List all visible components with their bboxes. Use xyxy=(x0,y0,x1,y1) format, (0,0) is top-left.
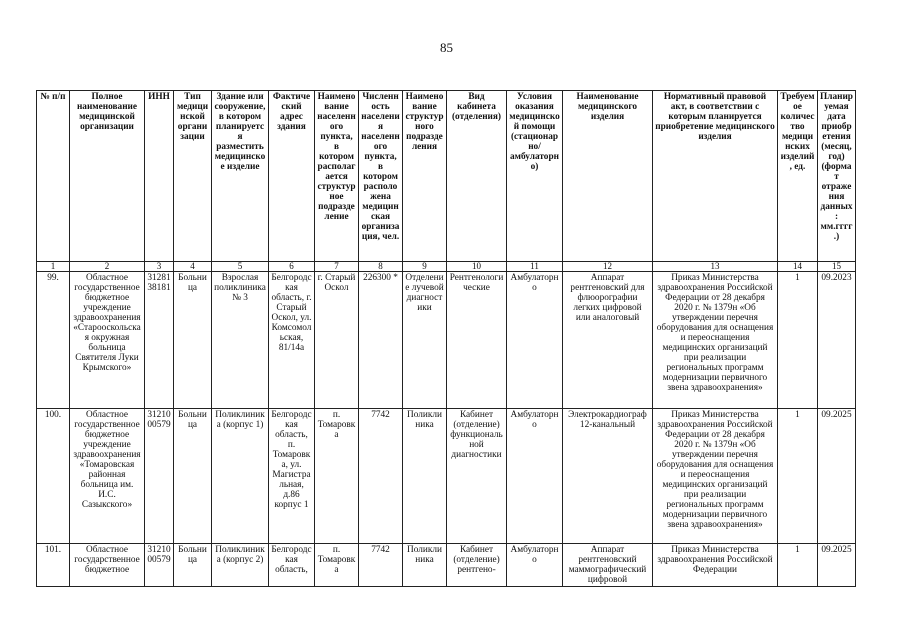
medical-device: Электрокардиограф 12-канальный xyxy=(563,409,653,544)
legal-act: Приказ Министерства здравоохранения Российской Федерации от 28 декабря 2020 г. № 1379н «Об утверждении перечня оборудования для оснащения и переоснащения медицинских организаций при реализации региональных программ модернизации первичного звена здравоохранения» xyxy=(653,272,778,409)
column-number: 14 xyxy=(778,262,818,272)
column-number: 7 xyxy=(315,262,359,272)
organization-name: Областное государственное бюджетное учреждение здравоохранения «Старооскольская окружная больница Святителя Луки Крымского» xyxy=(70,272,145,409)
header-cell: Планируемая дата приобретения (месяц, год) (формат отражения данных: мм.гггг.) xyxy=(818,91,856,262)
table-row xyxy=(37,544,856,587)
quantity: 1 xyxy=(778,544,818,587)
row-number: 100. xyxy=(37,409,70,544)
address: Белгородская область, г. Старый Оскол, ул. Комсомольская, 81/14а xyxy=(269,272,315,409)
settlement: г. Старый Оскол xyxy=(315,272,359,409)
population: 7742 xyxy=(359,544,403,587)
header-cell: ИНН xyxy=(145,91,174,262)
header-cell: Наименование населенного пункта, в котором располагается структурное подразделение xyxy=(315,91,359,262)
purchase-date: 09.2025 xyxy=(818,409,856,544)
header-cell: Фактический адрес здания xyxy=(269,91,315,262)
column-number: 3 xyxy=(145,262,174,272)
building: Поликлиника (корпус 1) xyxy=(212,409,269,544)
column-number: 15 xyxy=(818,262,856,272)
header-cell: Тип медицинской организации xyxy=(174,91,212,262)
organization-name: Областное государственное бюджетное xyxy=(70,544,145,587)
care-conditions: Амбулаторно xyxy=(507,272,563,409)
column-number: 5 xyxy=(212,262,269,272)
column-number: 10 xyxy=(447,262,507,272)
organization-name: Областное государственное бюджетное учреждение здравоохранения «Томаровская районная больница им. И.С. Сазыкского» xyxy=(70,409,145,544)
table-row xyxy=(37,272,856,409)
registry-table xyxy=(36,90,856,587)
column-number: 13 xyxy=(653,262,778,272)
cabinet-type: Рентгенологические xyxy=(447,272,507,409)
purchase-date: 09.2025 xyxy=(818,544,856,587)
header-row xyxy=(37,91,856,262)
address: Белгородская область, п. Томаровка, ул. Магистральная, д.86 корпус 1 xyxy=(269,409,315,544)
header-cell: Условия оказания медицинской помощи (стационарно/амбулаторно) xyxy=(507,91,563,262)
column-number: 8 xyxy=(359,262,403,272)
settlement: п. Томаровка xyxy=(315,409,359,544)
care-conditions: Амбулаторно xyxy=(507,409,563,544)
column-number-row xyxy=(37,262,856,272)
structural-unit: Поликлиника xyxy=(403,544,447,587)
table-row xyxy=(37,409,856,544)
care-conditions: Амбулаторно xyxy=(507,544,563,587)
organization-type: Больница xyxy=(174,544,212,587)
column-number: 1 xyxy=(37,262,70,272)
header-cell: Требуемое количество медицинских изделий, ед. xyxy=(778,91,818,262)
header-cell: № п/п xyxy=(37,91,70,262)
legal-act: Приказ Министерства здравоохранения Российской Федерации от 28 декабря 2020 г. № 1379н «Об утверждении перечня оборудования для оснащения и переоснащения медицинских организаций при реализации региональных программ модернизации первичного звена здравоохранения» xyxy=(653,409,778,544)
column-number: 9 xyxy=(403,262,447,272)
column-number: 11 xyxy=(507,262,563,272)
purchase-date: 09.2023 xyxy=(818,272,856,409)
column-number: 4 xyxy=(174,262,212,272)
structural-unit: Поликлиника xyxy=(403,409,447,544)
quantity: 1 xyxy=(778,272,818,409)
column-number: 2 xyxy=(70,262,145,272)
organization-type: Больница xyxy=(174,272,212,409)
header-cell: Вид кабинета (отделения) xyxy=(447,91,507,262)
inn: 3128138181 xyxy=(145,272,174,409)
quantity: 1 xyxy=(778,409,818,544)
medical-device: Аппарат рентгеновский для флюорографии легких цифровой или аналоговый xyxy=(563,272,653,409)
legal-act: Приказ Министерства здравоохранения Российской Федерации xyxy=(653,544,778,587)
cabinet-type: Кабинет (отделение) рентгено- xyxy=(447,544,507,587)
medical-device: Аппарат рентгеновский маммографический цифровой xyxy=(563,544,653,587)
header-cell: Здание или сооружение, в котором планируется разместить медицинское изделие xyxy=(212,91,269,262)
row-number: 101. xyxy=(37,544,70,587)
population: 226300 * xyxy=(359,272,403,409)
column-number: 12 xyxy=(563,262,653,272)
population: 7742 xyxy=(359,409,403,544)
address: Белгородская область, xyxy=(269,544,315,587)
row-number: 99. xyxy=(37,272,70,409)
column-number: 6 xyxy=(269,262,315,272)
page-number: 85 xyxy=(440,40,453,55)
settlement: п. Томаровка xyxy=(315,544,359,587)
header-cell: Наименование структурного подразделения xyxy=(403,91,447,262)
cabinet-type: Кабинет (отделение) функциональной диагностики xyxy=(447,409,507,544)
inn: 3121000579 xyxy=(145,544,174,587)
building: Взрослая поликлиника № 3 xyxy=(212,272,269,409)
structural-unit: Отделение лучевой диагностики xyxy=(403,272,447,409)
header-cell: Нормативный правовой акт, в соответствии с которым планируется приобретение медицинского изделия xyxy=(653,91,778,262)
header-cell: Численность населения населенного пункта, в котором расположена медицинская организация, чел. xyxy=(359,91,403,262)
building: Поликлиника (корпус 2) xyxy=(212,544,269,587)
organization-type: Больница xyxy=(174,409,212,544)
header-cell: Наименование медицинского изделия xyxy=(563,91,653,262)
header-cell: Полное наименование медицинской организации xyxy=(70,91,145,262)
inn: 3121000579 xyxy=(145,409,174,544)
